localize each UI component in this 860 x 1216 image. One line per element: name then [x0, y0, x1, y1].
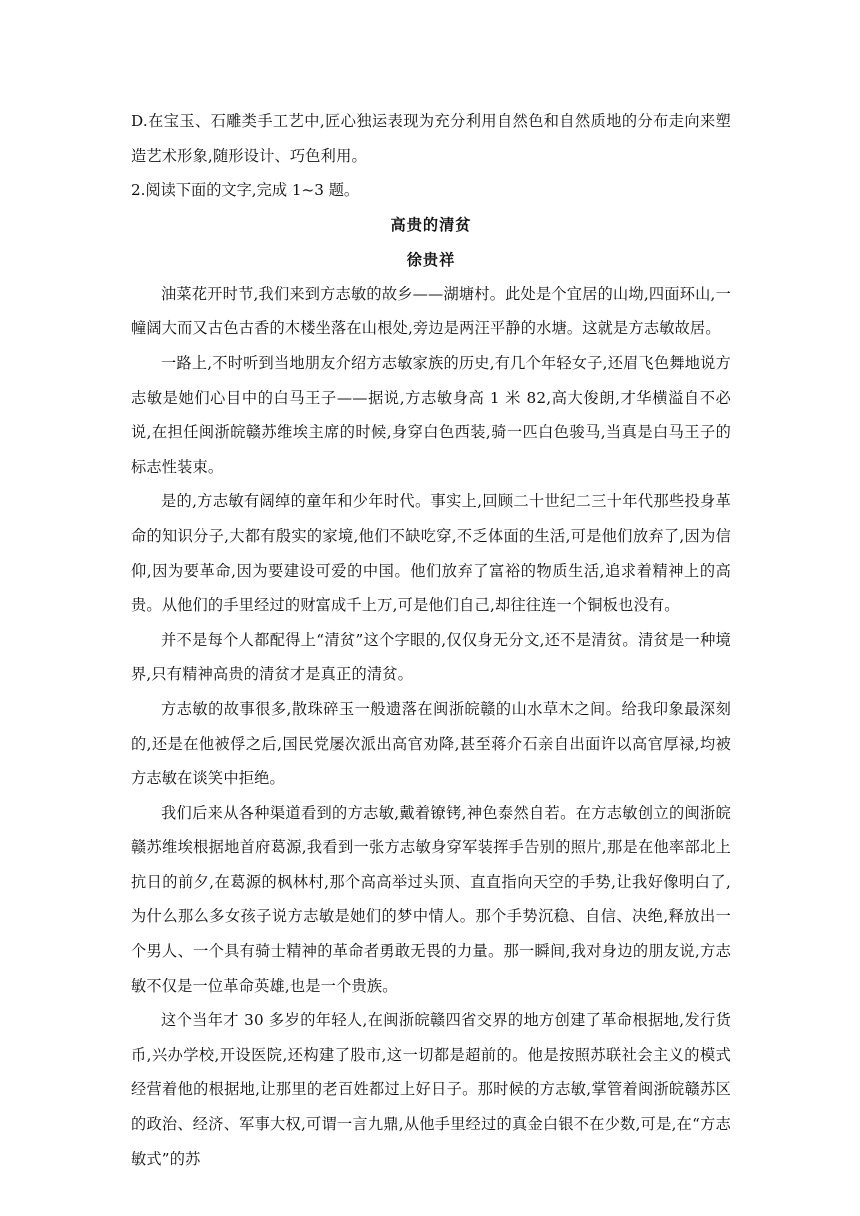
article-paragraph: 并不是每个人都配得上“清贫”这个字眼的,仅仅身无分文,还不是清贫。清贫是一种境界,只有精神高贵的清贫才是真正的清贫。: [131, 630, 731, 684]
option-d-text: D.在宝玉、石雕类手工艺中,匠心独运表现为充分利用自然色和自然质地的分布走向来塑造艺术形象,随形设计、巧色利用。: [131, 112, 731, 165]
document-page: [131, 104, 731, 1176]
article-paragraph: 这个当年才 30 多岁的年轻人,在闽浙皖赣四省交界的地方创建了革命根据地,发行货币,兴办学校,开设医院,还构建了股市,这一切都是超前的。他是按照苏联社会主义的模式经营着他的根据地,让那里的老百姓都过上好日子。那时候的方志敏,掌管着闽浙皖赣苏区的政治、经济、军事大权,可谓一言九鼎,从他手里经过的真金白银不在少数,可是,在“方志敏式”的苏: [131, 1011, 731, 1168]
article-paragraph: 是的,方志敏有阔绰的童年和少年时代。事实上,回顾二十世纪二三十年代那些投身革命的知识分子,大都有殷实的家境,他们不缺吃穿,不乏体面的生活,可是他们放弃了,因为信仰,因为要革命,因为要建设可爱的中国。他们放弃了富裕的物质生活,追求着精神上的高贵。从他们的手里经过的财富成千上万,可是他们自己,却往往连一个铜板也没有。: [131, 492, 731, 615]
article-paragraph: 方志敏的故事很多,散珠碎玉一般遗落在闽浙皖赣的山水草木之间。给我印象最深刻的,还是在他被俘之后,国民党屡次派出高官劝降,甚至蒋介石亲自出面许以高官厚禄,均被方志敏在谈笑中拒绝。: [131, 699, 731, 788]
article-paragraph: 我们后来从各种渠道看到的方志敏,戴着镣铐,神色泰然自若。在方志敏创立的闽浙皖赣苏维埃根据地首府葛源,我看到一张方志敏身穿军装挥手告别的照片,那是在他率部北上抗日的前夕,在葛源的枫林村,那个高高举过头顶、直直指向天空的手势,让我好像明白了,为什么那么多女孩子说方志敏是她们的梦中情人。那个手势沉稳、自信、决绝,释放出一个男人、一个具有骑士精神的革命者勇敢无畏的力量。那一瞬间,我对身边的朋友说,方志敏不仅是一位革命英雄,也是一个贵族。: [131, 803, 731, 995]
question-intro: 2.阅读下面的文字,完成 1~3 题。: [131, 181, 360, 200]
article-author: 徐贵祥: [406, 250, 456, 269]
article-paragraph: 一路上,不时听到当地朋友介绍方志敏家族的历史,有几个年轻女子,还眉飞色舞地说方志敏是她们心目中的白马王子——据说,方志敏身高 1 米 82,高大俊朗,才华横溢自不必说,在担任闽浙皖赣苏维埃主席的时候,身穿白色西装,骑一匹白色骏马,当真是白马王子的标志性装束。: [131, 353, 731, 476]
article-paragraph: 油菜花开时节,我们来到方志敏的故乡——湖塘村。此处是个宜居的山坳,四面环山,一幢阔大而又古色古香的木楼坐落在山根处,旁边是两汪平静的水塘。这就是方志敏故居。: [131, 284, 731, 338]
article-title: 高贵的清贫: [390, 215, 472, 234]
